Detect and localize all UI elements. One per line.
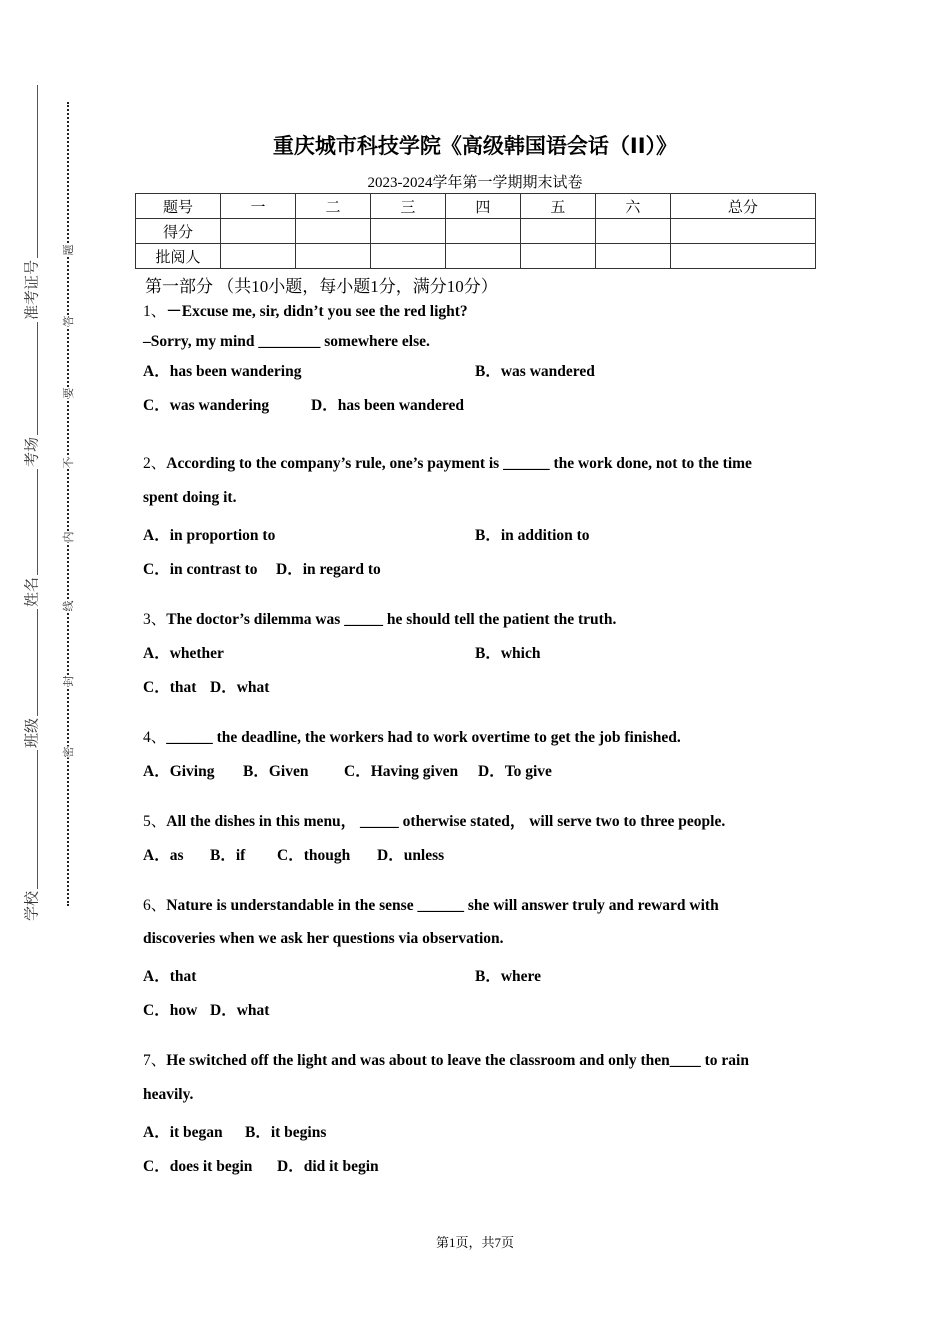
question-text: －Excuse me, sir, didn’t you see the red light?: [166, 303, 468, 320]
score-cell[interactable]: [520, 219, 595, 244]
question-stem: [143, 607, 616, 629]
seal-char: 题: [59, 245, 77, 256]
answer-option[interactable]: C．in contrast to: [143, 561, 258, 578]
answer-option[interactable]: A．that: [143, 968, 197, 985]
answer-option[interactable]: C．Having given: [344, 763, 459, 780]
answer-option[interactable]: A．has been wandering: [143, 363, 302, 380]
answer-option[interactable]: C．that: [143, 679, 197, 696]
question-stem: [143, 299, 468, 321]
class-label: 班级: [22, 717, 41, 749]
table-header-cell: 五: [520, 194, 595, 219]
row-label: 批阅人: [136, 244, 221, 269]
question-text: spent doing it.: [143, 489, 237, 506]
answer-option[interactable]: A．whether: [143, 645, 224, 662]
score-table: [135, 193, 816, 269]
answer-option[interactable]: A．as: [143, 847, 184, 864]
answer-option[interactable]: B．where: [475, 968, 542, 985]
page-footer: 第1页，共7页: [435, 1235, 514, 1250]
question-number: 3、: [143, 611, 167, 628]
seal-dotted-line: [67, 102, 69, 906]
question-number: 1、: [143, 303, 167, 320]
question-stem: [143, 451, 752, 473]
section-heading: 第一部分 （共10小题，每小题1分，满分10分）: [145, 277, 498, 296]
grader-cell[interactable]: [670, 244, 815, 269]
question-text: According to the company’s rule, one’s payment is ______ the work done, not to the time: [166, 455, 752, 472]
question-stem: [143, 893, 719, 915]
answer-option[interactable]: D．did it begin: [277, 1158, 379, 1175]
seal-char: 要: [59, 388, 77, 399]
answer-option[interactable]: C．was wandering: [143, 397, 270, 414]
question-stem: [143, 809, 725, 831]
question-number: 2、: [143, 455, 167, 472]
answer-option[interactable]: B．if: [210, 847, 246, 864]
seal-char: 封: [59, 676, 77, 687]
table-row: [136, 244, 816, 269]
exam-room-label: 考场: [22, 436, 41, 468]
seal-char: 密: [59, 747, 77, 758]
question-text: All the dishes in this menu， _____ otherwise stated， will serve two to three people.: [166, 813, 726, 830]
table-header-cell: 二: [295, 194, 370, 219]
page-subtitle: 2023-2024学年第一学期期末试卷: [367, 175, 583, 191]
score-cell[interactable]: [295, 219, 370, 244]
table-header-cell: 四: [445, 194, 520, 219]
question-number: 7、: [143, 1052, 167, 1069]
answer-option[interactable]: B．it begins: [245, 1124, 327, 1141]
answer-option[interactable]: A．it began: [143, 1124, 223, 1141]
question-text: –Sorry, my mind ________ somewhere else.: [143, 333, 430, 350]
question-text: He switched off the light and was about to leave the classroom and only then____ to rain: [166, 1052, 749, 1069]
answer-option[interactable]: D．what: [210, 1002, 270, 1019]
question-text: The doctor’s dilemma was _____ he should tell the patient the truth.: [166, 611, 617, 628]
answer-option[interactable]: D．To give: [478, 763, 552, 780]
answer-option[interactable]: D．in regard to: [276, 561, 381, 578]
table-header-cell: 题号: [136, 194, 221, 219]
answer-option[interactable]: C．how: [143, 1002, 198, 1019]
grader-cell[interactable]: [221, 244, 296, 269]
answer-option[interactable]: D．what: [210, 679, 270, 696]
question-number: 4、: [143, 729, 167, 746]
binding-line: [37, 85, 38, 920]
table-header-cell: 总分: [670, 194, 815, 219]
question-stem: [143, 1086, 193, 1104]
answer-option[interactable]: B．in addition to: [475, 527, 590, 544]
table-header-cell: 三: [370, 194, 445, 219]
answer-option[interactable]: C．does it begin: [143, 1158, 253, 1175]
seal-char: 答: [59, 316, 77, 327]
question-number: 5、: [143, 813, 167, 830]
answer-option[interactable]: B．Given: [243, 763, 309, 780]
score-cell[interactable]: [595, 219, 670, 244]
score-cell[interactable]: [370, 219, 445, 244]
seal-char: 不: [59, 458, 77, 469]
question-text: discoveries when we ask her questions via observation.: [143, 930, 504, 947]
grader-cell[interactable]: [595, 244, 670, 269]
question-text: ______ the deadline, the workers had to work overtime to get the job finished.: [166, 729, 681, 746]
school-label: 学校: [22, 890, 41, 922]
answer-option[interactable]: D．unless: [377, 847, 445, 864]
answer-option[interactable]: B．which: [475, 645, 541, 662]
score-cell[interactable]: [221, 219, 296, 244]
score-cell[interactable]: [445, 219, 520, 244]
seal-char: 线: [59, 601, 77, 612]
table-header-cell: 六: [595, 194, 670, 219]
answer-option[interactable]: C．though: [277, 847, 351, 864]
answer-option[interactable]: D．has been wandered: [311, 397, 465, 414]
question-stem: [143, 930, 504, 948]
seal-char: 内: [59, 532, 77, 543]
question-stem: [143, 489, 236, 507]
question-text: heavily.: [143, 1086, 194, 1103]
question-stem: [143, 725, 681, 747]
grader-cell[interactable]: [520, 244, 595, 269]
question-stem: [143, 1048, 749, 1070]
answer-option[interactable]: A．Giving: [143, 763, 215, 780]
grader-cell[interactable]: [295, 244, 370, 269]
question-text: Nature is understandable in the sense ______ she will answer truly and reward with: [166, 897, 719, 914]
table-row: [136, 219, 816, 244]
grader-cell[interactable]: [370, 244, 445, 269]
question-number: 6、: [143, 897, 167, 914]
table-header-cell: 一: [221, 194, 296, 219]
answer-option[interactable]: A．in proportion to: [143, 527, 276, 544]
exam-number-label: 准考证号: [22, 259, 41, 321]
page-title: 重庆城市科技学院《高级韩国语会话（II）》: [272, 134, 678, 158]
row-label: 得分: [136, 219, 221, 244]
answer-option[interactable]: B．was wandered: [475, 363, 595, 380]
grader-cell[interactable]: [445, 244, 520, 269]
score-cell[interactable]: [670, 219, 815, 244]
question-stem: [143, 333, 430, 351]
name-label: 姓名: [22, 576, 41, 608]
table-row: [136, 194, 816, 219]
